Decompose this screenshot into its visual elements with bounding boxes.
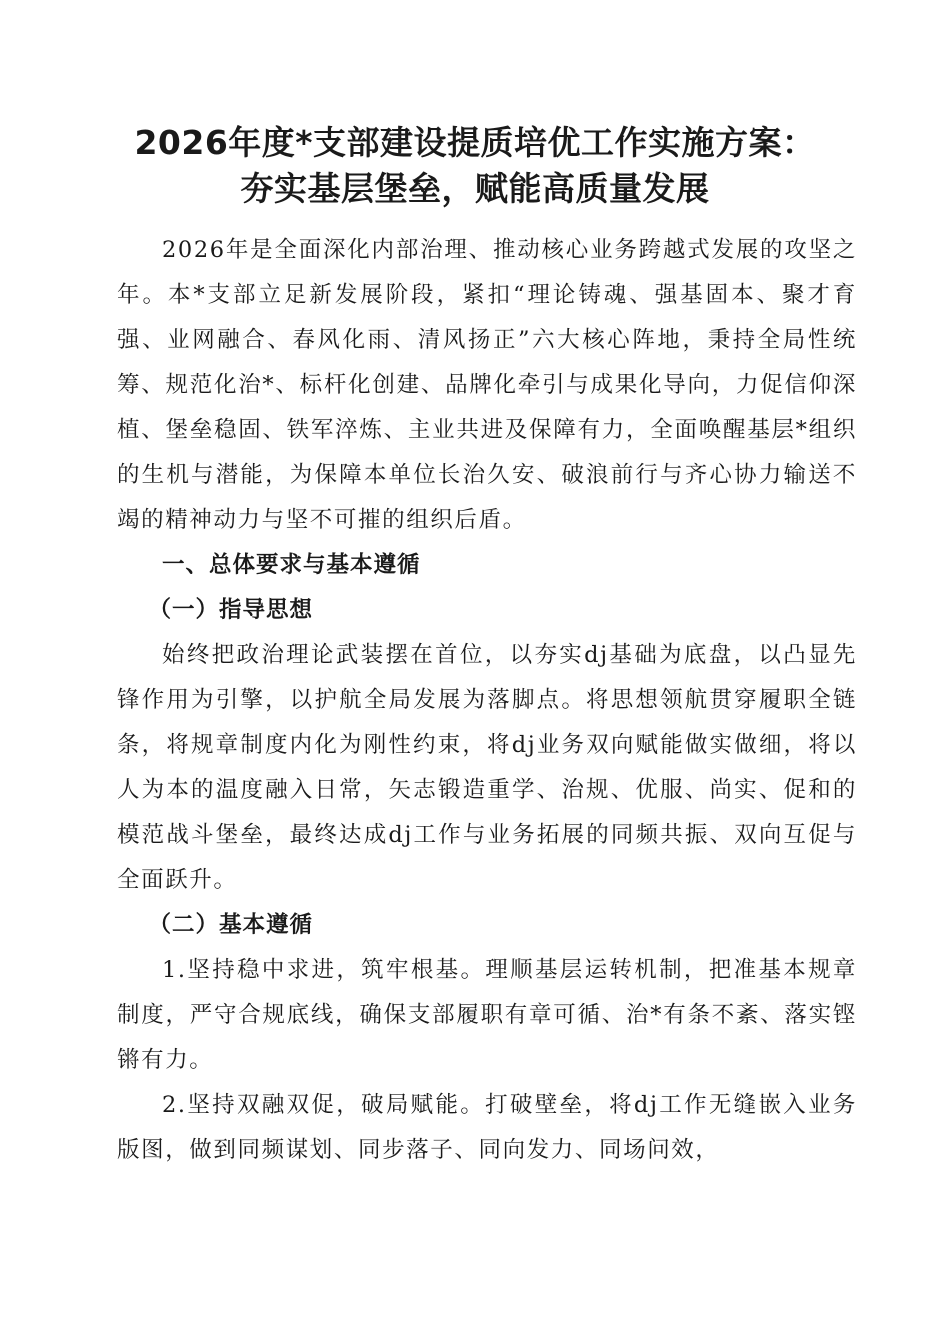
principle-item-1: 1.坚持稳中求进，筑牢根基。理顺基层运转机制，把准基本规章制度，严守合规底线，确保支部履职有章可循、治*有条不紊、落实铿锵有力。: [117, 957, 857, 1073]
document-title-line-1: 2026年度*支部建设提质培优工作实施方案：: [134, 123, 816, 162]
document-body: [117, 228, 857, 1173]
subsection-heading-basic-principles: （二）基本遵循: [148, 912, 314, 938]
subsection-heading-guiding-thought: （一）指导思想: [148, 597, 314, 623]
guiding-thought-paragraph: 始终把政治理论武装摆在首位，以夯实dj基础为底盘，以凸显先锋作用为引擎，以护航全局发展为落脚点。将思想领航贯穿履职全链条，将规章制度内化为刚性约束，将dj业务双向赋能做实做细，将以人为本的温度融入日常，矢志锻造重学、治规、优服、尚实、促和的模范战斗堡垒，最终达成dj工作与业务拓展的同频共振、双向互促与全面跃升。: [117, 642, 857, 893]
principle-item-2: 2.坚持双融双促，破局赋能。打破壁垒，将dj工作无缝嵌入业务版图，做到同频谋划、同步落子、同向发力、同场问效，: [117, 1092, 857, 1163]
document-title-line-2: 夯实基层堡垒，赋能高质量发展: [240, 169, 710, 208]
section-heading-overall-requirements: 一、总体要求与基本遵循: [162, 552, 421, 578]
intro-paragraph: 2026年是全面深化内部治理、推动核心业务跨越式发展的攻坚之年。本*支部立足新发展阶段，紧扣“理论铸魂、强基固本、聚才育强、业网融合、春风化雨、清风扬正”六大核心阵地，秉持全局性统筹、规范化治*、标杆化创建、品牌化牵引与成果化导向，力促信仰深植、堡垒稳固、铁军淬炼、主业共进及保障有力，全面唤醒基层*组织的生机与潜能，为保障本单位长治久安、破浪前行与齐心协力输送不竭的精神动力与坚不可摧的组织后盾。: [117, 237, 857, 533]
